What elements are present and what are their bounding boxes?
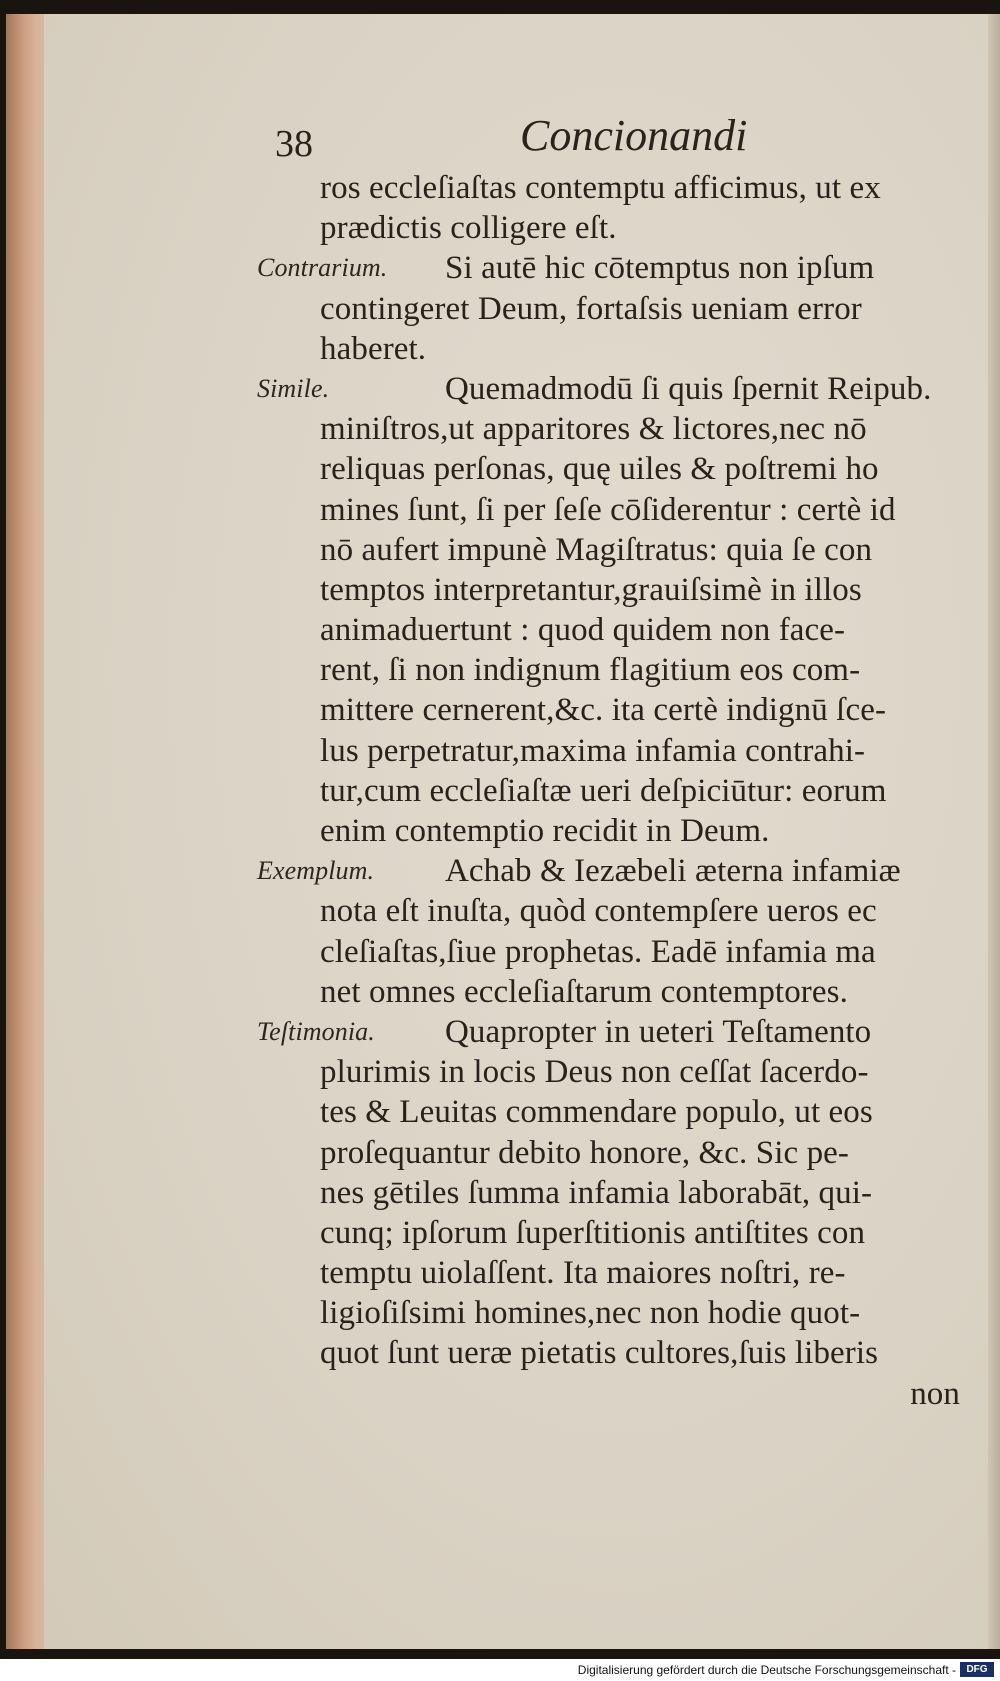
line-text: contingeret Deum, fortaſsis ueniam error — [320, 290, 862, 327]
line-text: quot ſunt ueræ pietatis cultores,ſuis liberis — [320, 1335, 879, 1372]
line-text: temptos interpretantur,grauiſsimè in illos — [320, 571, 862, 608]
line-text: reliquas perſonas, quę uiles & poſtremi ho — [320, 451, 879, 488]
text-line — [275, 891, 960, 931]
dfg-logo-icon: DFG — [960, 1662, 994, 1677]
text-line — [275, 932, 960, 972]
text-line — [275, 289, 960, 329]
line-text: nō aufert impunè Magiſtratus: quia ſe con — [320, 531, 873, 568]
text-line — [257, 369, 960, 409]
text-line — [275, 771, 960, 811]
line-text: proſequantur debito honore, &c. Sic pe- — [320, 1134, 849, 1171]
text-line — [275, 1293, 960, 1333]
line-text: tes & Leuitas commendare populo, ut eos — [320, 1094, 873, 1131]
line-text: Si autē hic cōtemptus non ipſum — [445, 250, 875, 287]
line-text: cleſiaſtas,ſiue prophetas. Eadē infamia ma — [320, 933, 876, 970]
text-line — [275, 168, 960, 208]
line-text: nes gētiles ſumma infamia laborabāt, qui- — [320, 1174, 873, 1211]
text-line — [275, 449, 960, 489]
catchword: non — [910, 1375, 960, 1412]
page-right-edge — [988, 14, 1000, 1649]
text-line — [275, 409, 960, 449]
text-line — [275, 1052, 960, 1092]
line-text: haberet. — [320, 330, 427, 367]
line-text: lus perpetratur,maxima infamia contrahi- — [320, 732, 866, 769]
text-line — [275, 490, 960, 530]
line-text: Quemadmodū ſi quis ſpernit Reipub. — [445, 370, 932, 407]
text-line — [275, 1333, 960, 1373]
line-text: animaduertunt : quod quidem non face- — [320, 612, 846, 649]
line-text: Achab & Iezæbeli æterna infamiæ — [445, 853, 901, 890]
margin-note: Teſtimonia. — [257, 1016, 375, 1046]
text-line — [275, 530, 960, 570]
line-text: tur,cum eccleſiaſtæ ueri deſpiciūtur: eorum — [320, 772, 887, 809]
footer-bar — [0, 1659, 1000, 1681]
line-text: rent, ſi non indignum flagitium eos com- — [320, 652, 861, 689]
text-line — [275, 1133, 960, 1173]
text-line — [275, 208, 960, 248]
text-line — [275, 650, 960, 690]
line-text: mittere cernerent,&c. ita certè indignū ſce- — [320, 692, 887, 729]
line-text: enim contemptio recidit in Deum. — [320, 813, 770, 849]
text-line — [275, 811, 960, 851]
text-line — [275, 1213, 960, 1253]
text-line — [275, 1253, 960, 1293]
catchword-line — [275, 1374, 960, 1414]
margin-note: Exemplum. — [257, 856, 375, 886]
text-line — [275, 329, 960, 369]
line-text: temptu uiolaſſent. Ita maiores noſtri, re- — [320, 1255, 846, 1292]
footer-credit: Digitalisierung gefördert durch die Deutsche Forschungsgemeinschaft - — [577, 1663, 956, 1677]
margin-note: Simile. — [257, 373, 330, 403]
text-line — [257, 1012, 960, 1052]
line-text: prædictis colligere eſt. — [320, 210, 617, 247]
margin-note: Contrarium. — [257, 253, 388, 283]
running-head: Concionandi — [520, 111, 748, 160]
line-text: plurimis in locis Deus non ceſſat ſacerdo- — [320, 1054, 869, 1091]
text-line — [275, 570, 960, 610]
page-number: 38 — [275, 123, 313, 165]
line-text: mines ſunt, ſi per ſeſe cōſiderentur : certè id — [320, 491, 896, 528]
text-line — [275, 1092, 960, 1132]
text-line — [257, 851, 960, 891]
line-text: miniſtros,ut apparitores & lictores,nec nō — [320, 411, 867, 448]
text-line — [275, 690, 960, 730]
line-text: Quapropter in ueteri Teſtamento — [445, 1013, 872, 1050]
line-text: ligioſiſsimi homines,nec non hodie quot- — [320, 1295, 861, 1332]
text-line — [275, 972, 960, 1012]
line-text: ros eccleſiaſtas contemptu afficimus, ut ex — [320, 170, 881, 206]
text-line — [275, 731, 960, 771]
line-text: net omnes eccleſiaſtarum contemptores. — [320, 973, 848, 1010]
line-text: nota eſt inuſta, quòd contempſere ueros ec — [320, 893, 877, 930]
text-block — [257, 168, 960, 1414]
text-line — [275, 1173, 960, 1213]
page-header — [275, 110, 955, 170]
text-line — [257, 248, 960, 288]
text-line — [275, 610, 960, 650]
line-text: cunq; ipſorum ſuperſtitionis antiſtites con — [320, 1214, 866, 1251]
